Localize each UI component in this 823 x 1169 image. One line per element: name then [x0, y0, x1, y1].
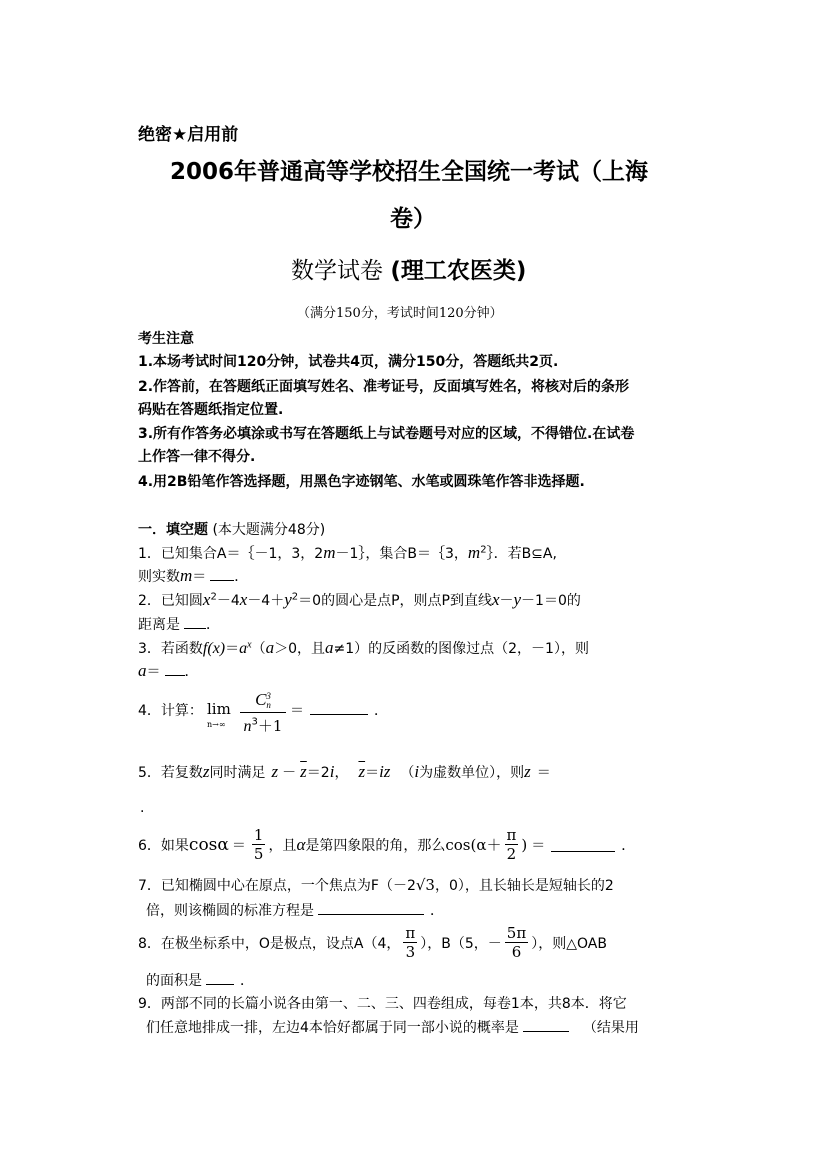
q2-var: x	[239, 590, 248, 609]
q6-text: 6．如果	[138, 837, 189, 854]
q3-text: ＝	[146, 664, 161, 680]
q1-text: 则实数	[138, 569, 180, 585]
question-8-line1	[138, 924, 607, 961]
fraction-denominator	[240, 713, 286, 736]
q6-pi-den: 2	[506, 845, 517, 863]
section-score-note: (本大题满分48分)	[212, 522, 326, 538]
question-3-line2	[138, 661, 199, 681]
q3-var: a	[138, 661, 147, 680]
exam-title-line2: 卷）	[390, 206, 436, 232]
q5-conj-z: $\overline{z}$	[358, 762, 366, 781]
section-title	[138, 519, 325, 539]
q5-text: ＝2	[306, 765, 330, 781]
q1-text: 1．已知集合A＝｛－1，3，2	[138, 546, 324, 562]
q2-exponent: 2	[291, 591, 299, 603]
answer-blank-4[interactable]	[310, 700, 368, 715]
q8-fraction-b	[505, 924, 528, 961]
question-9-line1: 9．两部不同的长篇小说各由第一、二、三、四卷组成，每卷1本，共8本．将它	[138, 996, 627, 1012]
comb-sub: n	[266, 699, 271, 710]
exam-meta: （满分150分，考试时间120分钟）	[297, 306, 503, 321]
section-heading: 一．填空题	[138, 522, 208, 538]
subtitle-category: (理工农医类)	[390, 258, 527, 284]
question-4-label: 4．计算：	[138, 703, 203, 719]
den-plus: ＋1	[257, 717, 283, 735]
q2-var: y	[284, 590, 292, 609]
fraction-numerator	[240, 690, 286, 713]
q8-fraction-a	[403, 924, 417, 961]
exam-title-line1: 2006年普通高等学校招生全国统一考试（上海	[170, 159, 649, 185]
q5-var: z	[271, 762, 279, 781]
q1-var-m3: m	[180, 566, 193, 585]
q2-text: ＝0的圆心是点P，则点P到直线	[298, 593, 492, 609]
q1-exponent: 2	[480, 544, 487, 556]
question-9-line2	[146, 1017, 639, 1037]
q6-text: 是第四象限的角，那么	[305, 837, 446, 854]
subtitle-main: 数学试卷	[291, 258, 383, 284]
limit-fraction	[240, 690, 286, 736]
period: ．	[206, 617, 220, 633]
q6-fraction	[252, 826, 266, 863]
q1-var-m2: m	[467, 543, 481, 562]
q5-conj-z: $\overline{z}$	[300, 762, 307, 781]
q3-text: 3．若函数	[138, 641, 203, 657]
q6-eq: ＝	[231, 837, 246, 854]
q6-cos: cosα	[188, 834, 229, 855]
q9-text: 们任意地排成一排，左边4本恰好都属于同一部小说的概率是	[146, 1020, 519, 1036]
q5-var: z	[524, 762, 531, 781]
q7-sqrt: √3	[415, 876, 435, 894]
question-1-line1	[138, 543, 557, 563]
question-2-line2	[138, 614, 220, 634]
q2-text: －4＋	[247, 593, 285, 609]
q6-text: ＝	[531, 837, 546, 854]
period: ．	[234, 569, 249, 585]
den-n: n	[243, 718, 252, 735]
question-8-line2	[146, 970, 254, 990]
den-exponent: 3	[251, 716, 258, 728]
q5-text: 同时满足	[209, 765, 266, 781]
q3-text: ≠1）的反函数的图像过点（2，－1），则	[333, 641, 589, 657]
question-4-answer	[290, 700, 388, 720]
q8-text: ），B（5，－	[420, 935, 502, 952]
question-5-line2: .	[140, 800, 145, 816]
q2-var: x	[202, 590, 211, 609]
notice-item-3b: 上作答一律不得分.	[138, 449, 256, 465]
limit-operator	[207, 700, 239, 729]
confidential-label: 绝密★启用前	[138, 125, 239, 145]
answer-blank-3[interactable]	[165, 661, 185, 676]
notice-item-2a: 2.作答前，在答题纸正面填写姓名、准考证号，反面填写姓名，将核对后的条形	[138, 379, 630, 395]
q3-var: a	[265, 638, 275, 657]
paper-subtitle	[291, 252, 526, 285]
answer-blank-8[interactable]	[206, 970, 234, 985]
notice-item-1: 1.本场考试时间120分钟，试卷共4页，满分150分，答题纸共2页.	[138, 354, 559, 370]
lim-text: lim	[207, 700, 231, 718]
q8-text: 的面积是	[146, 973, 202, 989]
q8-num: 5π	[506, 924, 527, 942]
q6-close: )	[521, 835, 528, 854]
period: ．	[374, 703, 388, 719]
q2-text: －4	[216, 593, 240, 609]
notice-heading: 考生注意	[138, 331, 194, 347]
q5-var: z	[202, 762, 210, 781]
q6-text: ，且	[268, 837, 297, 854]
notice-item-2b: 码贴在答题纸指定位置.	[138, 402, 284, 418]
period: ．	[240, 973, 254, 989]
q2-exponent: 2	[210, 591, 217, 603]
question-6	[138, 826, 635, 863]
q7-text: ，0），且长轴长是短轴长的2	[434, 878, 614, 894]
q3-text: ＝	[225, 641, 240, 657]
q5-text: ，	[334, 765, 349, 781]
answer-blank-2[interactable]	[184, 614, 206, 629]
answer-blank-1[interactable]	[210, 566, 234, 581]
q1-text: ｝．若B⊆A,	[486, 546, 557, 562]
q6-pi-fraction	[505, 826, 519, 863]
q3-var: a	[239, 640, 248, 657]
q2-text: 2．已知圆	[138, 593, 203, 609]
question-7-line1	[138, 875, 614, 895]
q5-text: 为虚数单位），则	[419, 765, 525, 781]
comb-sup: 3	[266, 690, 271, 701]
answer-blank-6[interactable]	[551, 837, 615, 852]
q8-den: 3	[405, 943, 416, 961]
q1-text: －1｝，集合B＝｛3，	[335, 546, 468, 562]
q6-pi-num: π	[506, 826, 517, 844]
q7-text: 7．已知椭圆中心在原点，一个焦点为F（－2	[138, 878, 416, 894]
q6-cos2: cos(α＋	[445, 836, 502, 854]
q5-minus: －	[282, 765, 297, 781]
q8-den: 6	[511, 943, 522, 961]
q8-num: π	[405, 924, 416, 942]
q6-num: 1	[253, 826, 264, 844]
q1-text: ＝	[192, 569, 207, 585]
period: ．	[184, 664, 199, 680]
question-3-line1	[138, 638, 589, 658]
q3-func: f(x)	[202, 640, 226, 657]
question-2-line1	[138, 590, 581, 610]
question-7-line2	[146, 900, 444, 920]
period: ．	[430, 903, 444, 919]
q6-alpha: α	[296, 834, 306, 854]
q1-var-m: m	[323, 543, 336, 562]
q5-var: i	[414, 762, 420, 781]
notice-item-3a: 3.所有作答务必填涂或书写在答题纸上与试卷题号对应的区域，不得错位.在试卷	[138, 426, 635, 442]
q2-text: －1＝0的	[521, 593, 581, 609]
q3-text: （	[251, 641, 266, 657]
lim-subscript: n→∞	[207, 720, 226, 729]
question-5-line1	[138, 762, 551, 782]
comb-C: C	[255, 690, 267, 709]
notice-item-4: 4.用2B铅笔作答选择题，用黑色字迹钢笔、水笔或圆珠笔作答非选择题.	[138, 474, 585, 490]
q2-var: x	[491, 590, 500, 609]
q7-text: 倍，则该椭圆的标准方程是	[146, 903, 314, 919]
q2-text: －	[499, 593, 514, 609]
q5-text: ＝	[536, 765, 551, 781]
q9-text: （结果用	[582, 1020, 639, 1036]
q6-den: 5	[253, 845, 264, 863]
q2-text: 距离是	[138, 617, 180, 633]
period: ．	[621, 837, 636, 854]
q3-text: ＞0，且	[274, 641, 325, 657]
q5-text: ＝	[365, 765, 380, 781]
q3-exponent: x	[247, 639, 252, 651]
q3-var: a	[325, 638, 334, 657]
q2-var: y	[513, 590, 522, 609]
q8-text: 8．在极坐标系中，O是极点，设点A（4，	[138, 935, 401, 952]
question-1-line2	[138, 566, 248, 586]
q8-text: ），则△OAB	[531, 935, 607, 952]
q5-var: iz	[379, 762, 391, 781]
q5-var: i	[329, 762, 335, 781]
answer-blank-9[interactable]	[523, 1017, 569, 1032]
q4-text: ＝	[290, 703, 304, 719]
q5-text: 5．若复数	[138, 765, 203, 781]
answer-blank-7[interactable]	[318, 900, 424, 915]
q5-text: （	[400, 765, 415, 781]
